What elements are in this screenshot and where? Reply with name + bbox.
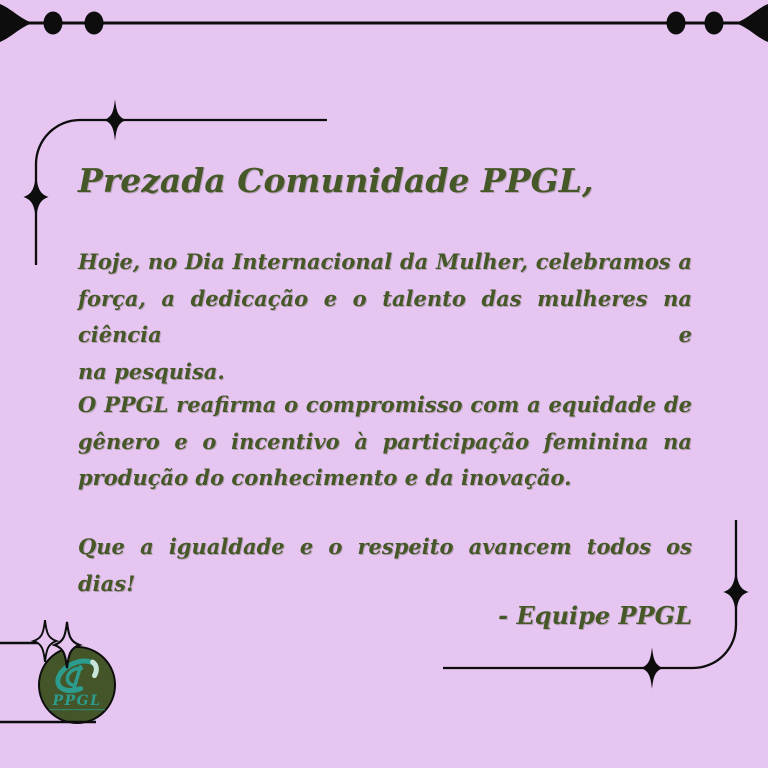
- sparkle-icon: [641, 647, 664, 689]
- bead-dot-icon: [44, 12, 63, 35]
- logo-underline: [49, 709, 105, 710]
- bead-dot-icon: [667, 12, 686, 35]
- left-tip-icon: [0, 4, 33, 42]
- bead-dot-icon: [85, 12, 104, 35]
- sparkle-icon: [104, 99, 127, 141]
- paragraph-1: [78, 244, 692, 390]
- sparkle-icon: [23, 174, 48, 220]
- page-title: Prezada Comunidade PPGL,: [78, 161, 594, 200]
- paragraph-line: força, a dedicação e o talento das mulheres na ciência e: [78, 285, 692, 347]
- ppgl-logo-text: PPGL: [52, 693, 102, 709]
- paragraph-line: produção do conhecimento e da inovação.: [78, 465, 572, 490]
- paragraph-line: Que a igualdade e o respeito avancem todos os dias!: [78, 534, 692, 596]
- signature: - Equipe PPGL: [498, 601, 692, 630]
- paragraph-line: O PPGL reafirma o compromisso com a equidade de: [78, 392, 692, 417]
- paragraph-line: na pesquisa.: [78, 358, 225, 384]
- sparkle-icon: [723, 569, 748, 615]
- paragraph-2: [78, 387, 692, 497]
- paragraph-line: Hoje, no Dia Internacional da Mulher, celebramos a: [78, 249, 692, 274]
- ppgl-logo-swirl-icon: [42, 650, 112, 720]
- bead-dot-icon: [705, 12, 724, 35]
- top-divider-beads: [0, 4, 768, 42]
- paragraph-3: [78, 529, 692, 602]
- paragraph-line: gênero e o incentivo à participação feminina na: [78, 428, 692, 454]
- ppgl-logo: [38, 646, 116, 724]
- right-tip-icon: [735, 4, 768, 42]
